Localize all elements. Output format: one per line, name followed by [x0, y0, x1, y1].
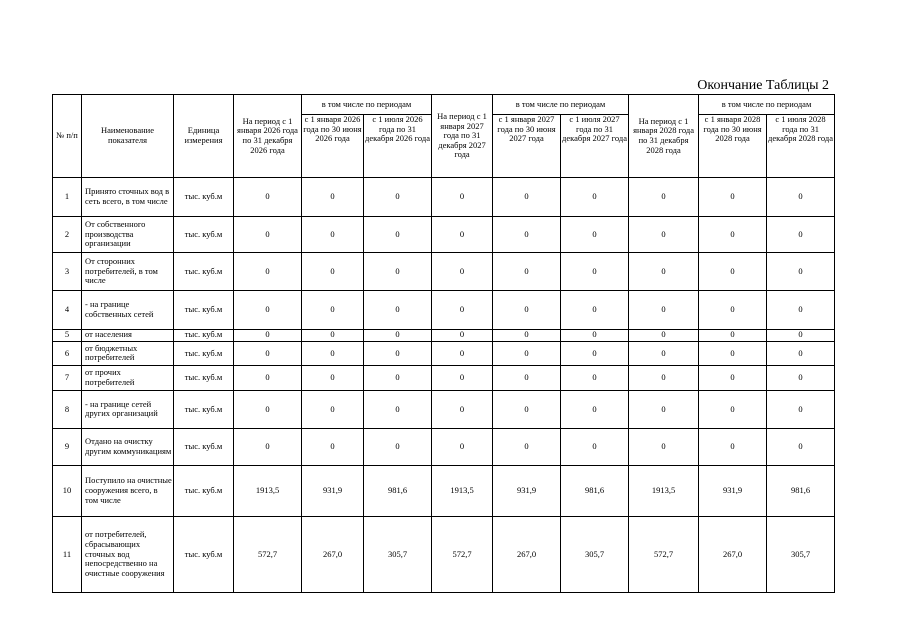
value-cell: 1913,5	[234, 465, 302, 516]
row-number: 9	[53, 429, 82, 466]
unit-cell: тыс. куб.м	[174, 465, 234, 516]
indicator-name: от прочих потребителей	[82, 366, 174, 390]
header-period-2028: На период с 1 января 2028 года по 31 декабря 2028 года	[629, 95, 699, 178]
value-cell: 0	[493, 329, 561, 341]
value-cell: 0	[493, 253, 561, 291]
header-subperiods-2028: в том числе по периодам	[699, 95, 835, 115]
value-cell: 0	[432, 216, 493, 253]
value-cell: 0	[302, 341, 364, 365]
value-cell: 981,6	[364, 465, 432, 516]
value-cell: 0	[302, 329, 364, 341]
unit-cell: тыс. куб.м	[174, 178, 234, 217]
header-period-2027: На период с 1 января 2027 года по 31 декабря 2027 года	[432, 95, 493, 178]
value-cell: 305,7	[767, 516, 835, 592]
value-cell: 0	[561, 429, 629, 466]
value-cell: 0	[629, 253, 699, 291]
value-cell: 0	[234, 390, 302, 429]
value-cell: 0	[767, 290, 835, 329]
header-h2-2027: с 1 июля 2027 года по 31 декабря 2027 года	[561, 115, 629, 178]
header-h1-2027: с 1 января 2027 года по 30 июня 2027 года	[493, 115, 561, 178]
value-cell: 0	[767, 390, 835, 429]
value-cell: 0	[767, 329, 835, 341]
row-number: 11	[53, 516, 82, 592]
value-cell: 0	[493, 290, 561, 329]
value-cell: 0	[432, 366, 493, 390]
value-cell: 0	[364, 329, 432, 341]
unit-cell: тыс. куб.м	[174, 341, 234, 365]
table-row	[53, 390, 835, 429]
value-cell: 931,9	[699, 465, 767, 516]
unit-cell: тыс. куб.м	[174, 390, 234, 429]
unit-cell: тыс. куб.м	[174, 329, 234, 341]
value-cell: 0	[699, 390, 767, 429]
value-cell: 0	[432, 341, 493, 365]
value-cell: 0	[629, 429, 699, 466]
value-cell: 981,6	[767, 465, 835, 516]
unit-cell: тыс. куб.м	[174, 253, 234, 291]
value-cell: 0	[699, 429, 767, 466]
value-cell: 931,9	[302, 465, 364, 516]
unit-cell: тыс. куб.м	[174, 429, 234, 466]
row-number: 7	[53, 366, 82, 390]
indicator-name: Поступило на очистные сооружения всего, в том числе	[82, 465, 174, 516]
value-cell: 0	[767, 429, 835, 466]
table-row	[53, 290, 835, 329]
value-cell: 0	[302, 253, 364, 291]
value-cell: 0	[629, 329, 699, 341]
value-cell: 0	[364, 178, 432, 217]
value-cell: 0	[629, 341, 699, 365]
value-cell: 0	[432, 290, 493, 329]
row-number: 4	[53, 290, 82, 329]
header-num: № п/п	[53, 95, 82, 178]
table-row	[53, 178, 835, 217]
value-cell: 0	[432, 390, 493, 429]
value-cell: 572,7	[234, 516, 302, 592]
value-cell: 0	[561, 329, 629, 341]
row-number: 3	[53, 253, 82, 291]
value-cell: 305,7	[561, 516, 629, 592]
value-cell: 1913,5	[629, 465, 699, 516]
value-cell: 267,0	[699, 516, 767, 592]
value-cell: 0	[767, 253, 835, 291]
value-cell: 0	[302, 429, 364, 466]
value-cell: 0	[432, 178, 493, 217]
value-cell: 0	[364, 341, 432, 365]
value-cell: 0	[432, 329, 493, 341]
value-cell: 0	[629, 290, 699, 329]
value-cell: 0	[364, 253, 432, 291]
value-cell: 0	[699, 178, 767, 217]
value-cell: 0	[234, 366, 302, 390]
indicator-name: От сторонних потребителей, в том числе	[82, 253, 174, 291]
unit-cell: тыс. куб.м	[174, 290, 234, 329]
row-number: 8	[53, 390, 82, 429]
value-cell: 0	[561, 366, 629, 390]
value-cell: 0	[432, 429, 493, 466]
value-cell: 0	[767, 216, 835, 253]
value-cell: 0	[699, 253, 767, 291]
header-h1-2026: с 1 января 2026 года по 30 июня 2026 года	[302, 115, 364, 178]
header-name: Наименование показателя	[82, 95, 174, 178]
value-cell: 0	[493, 390, 561, 429]
value-cell: 572,7	[629, 516, 699, 592]
table-row	[53, 429, 835, 466]
value-cell: 0	[234, 429, 302, 466]
value-cell: 0	[493, 178, 561, 217]
value-cell: 0	[234, 329, 302, 341]
unit-cell: тыс. куб.м	[174, 216, 234, 253]
value-cell: 572,7	[432, 516, 493, 592]
value-cell: 0	[629, 390, 699, 429]
indicator-name: От собственного производства организации	[82, 216, 174, 253]
value-cell: 0	[493, 429, 561, 466]
row-number: 10	[53, 465, 82, 516]
value-cell: 0	[561, 216, 629, 253]
table-row	[53, 341, 835, 365]
header-h2-2028: с 1 июля 2028 года по 31 декабря 2028 года	[767, 115, 835, 178]
value-cell: 0	[561, 290, 629, 329]
value-cell: 0	[493, 341, 561, 365]
value-cell: 0	[699, 216, 767, 253]
value-cell: 0	[234, 290, 302, 329]
indicator-name: - на границе собственных сетей	[82, 290, 174, 329]
value-cell: 0	[699, 341, 767, 365]
value-cell: 0	[234, 253, 302, 291]
value-cell: 0	[364, 216, 432, 253]
value-cell: 0	[234, 216, 302, 253]
value-cell: 0	[302, 390, 364, 429]
row-number: 1	[53, 178, 82, 217]
header-h2-2026: с 1 июля 2026 года по 31 декабря 2026 года	[364, 115, 432, 178]
value-cell: 0	[234, 341, 302, 365]
value-cell: 0	[302, 366, 364, 390]
value-cell: 305,7	[364, 516, 432, 592]
value-cell: 0	[364, 390, 432, 429]
header-unit: Единица измерения	[174, 95, 234, 178]
value-cell: 0	[767, 341, 835, 365]
unit-cell: тыс. куб.м	[174, 366, 234, 390]
indicator-name: Принято сточных вод в сеть всего, в том числе	[82, 178, 174, 217]
header-h1-2028: с 1 января 2028 года по 30 июня 2028 года	[699, 115, 767, 178]
indicator-name: от населения	[82, 329, 174, 341]
data-table	[52, 94, 835, 593]
table-row	[53, 516, 835, 592]
indicator-name: - на границе сетей других организаций	[82, 390, 174, 429]
value-cell: 0	[493, 216, 561, 253]
table-row	[53, 329, 835, 341]
value-cell: 0	[561, 253, 629, 291]
value-cell: 0	[629, 178, 699, 217]
header-period-2026: На период с 1 января 2026 года по 31 декабря 2026 года	[234, 95, 302, 178]
value-cell: 0	[767, 178, 835, 217]
row-number: 2	[53, 216, 82, 253]
indicator-name: от потребителей, сбрасывающих сточных вод непосредственно на очистные сооружения	[82, 516, 174, 592]
value-cell: 0	[699, 290, 767, 329]
row-number: 5	[53, 329, 82, 341]
value-cell: 0	[629, 366, 699, 390]
header-subperiods-2026: в том числе по периодам	[302, 95, 432, 115]
table-row	[53, 253, 835, 291]
value-cell: 0	[302, 290, 364, 329]
value-cell: 0	[561, 390, 629, 429]
value-cell: 0	[302, 216, 364, 253]
value-cell: 0	[234, 178, 302, 217]
value-cell: 0	[302, 178, 364, 217]
value-cell: 0	[561, 341, 629, 365]
indicator-name: Отдано на очистку другим коммуникациям	[82, 429, 174, 466]
value-cell: 0	[432, 253, 493, 291]
header-subperiods-2027: в том числе по периодам	[493, 95, 629, 115]
value-cell: 1913,5	[432, 465, 493, 516]
table-row	[53, 366, 835, 390]
unit-cell: тыс. куб.м	[174, 516, 234, 592]
value-cell: 0	[561, 178, 629, 217]
value-cell: 0	[699, 329, 767, 341]
value-cell: 0	[493, 366, 561, 390]
table-body	[53, 178, 835, 593]
table-row	[53, 216, 835, 253]
value-cell: 267,0	[302, 516, 364, 592]
value-cell: 981,6	[561, 465, 629, 516]
value-cell: 0	[767, 366, 835, 390]
table-caption: Окончание Таблицы 2	[697, 78, 829, 93]
value-cell: 0	[629, 216, 699, 253]
indicator-name: от бюджетных потребителей	[82, 341, 174, 365]
value-cell: 0	[364, 429, 432, 466]
value-cell: 0	[364, 290, 432, 329]
value-cell: 267,0	[493, 516, 561, 592]
value-cell: 0	[364, 366, 432, 390]
value-cell: 0	[699, 366, 767, 390]
table-row	[53, 465, 835, 516]
row-number: 6	[53, 341, 82, 365]
value-cell: 931,9	[493, 465, 561, 516]
